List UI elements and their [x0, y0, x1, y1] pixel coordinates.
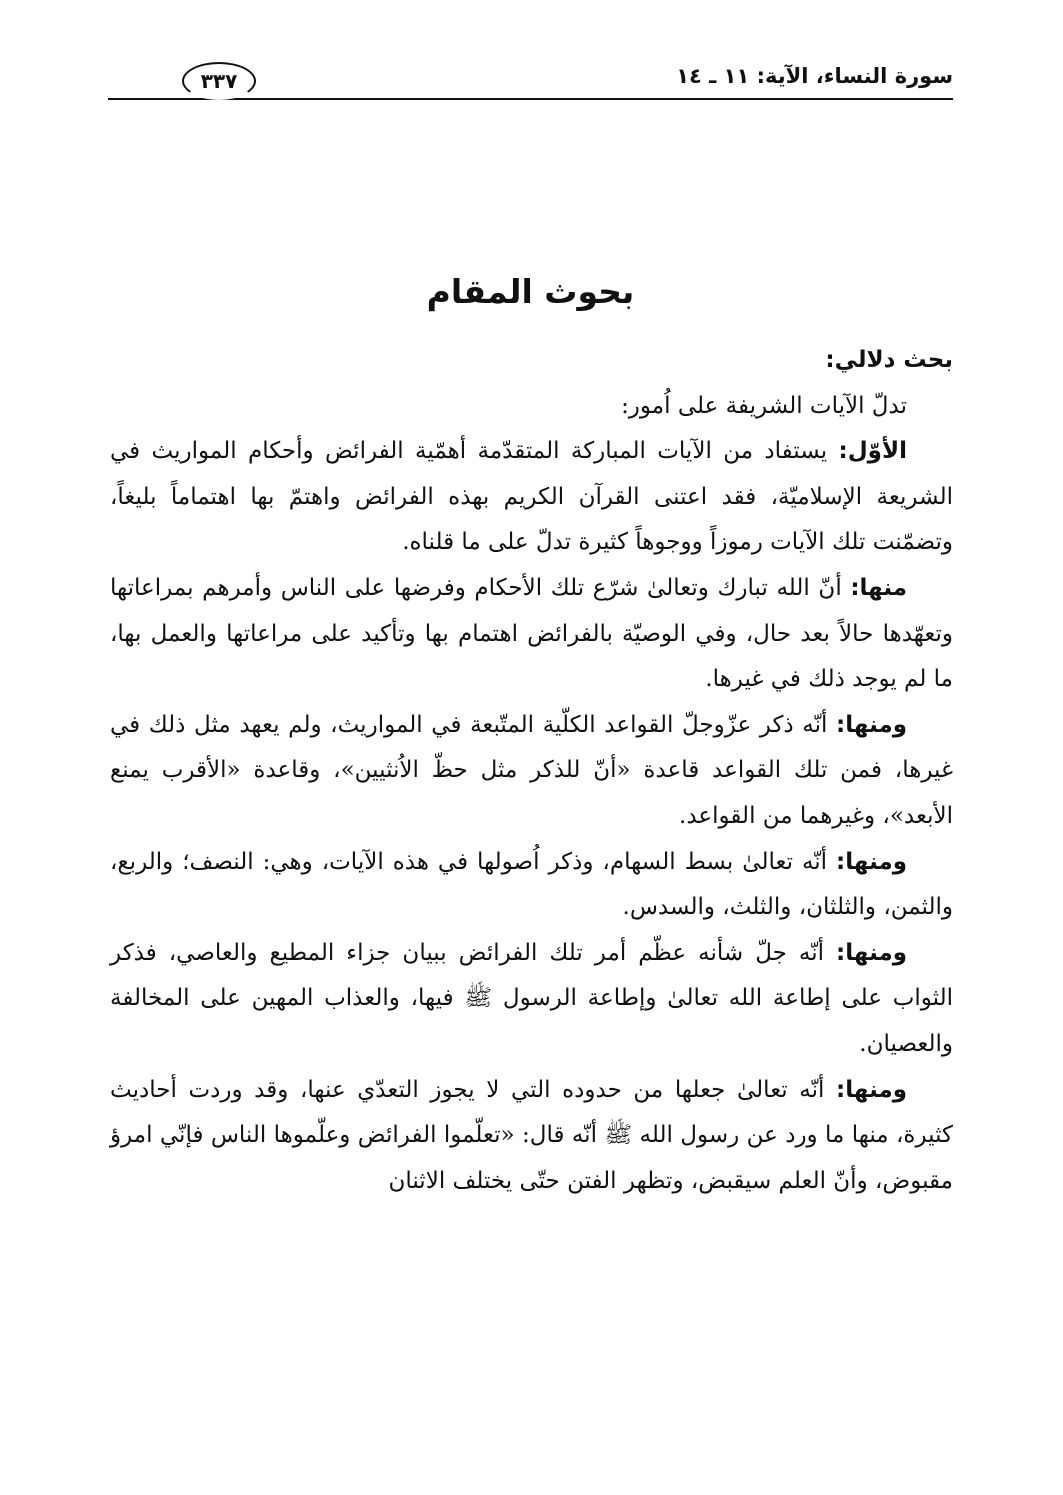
- paragraph-lead: ومنها:: [836, 848, 907, 875]
- paragraph-text: يستفاد من الآيات المباركة المتقدّمة أهمّية الفرائض وأحكام المواريث في الشريعة الإسلاميّة، فقد اعتنى القرآن الكريم بهذه الفرائض واهتمّ بها اهتماماً بليغاً، وتضمّنت تلك الآيات رموزاً ووجوهاً كثيرة تدلّ على ما قلناه.: [110, 438, 953, 556]
- paragraph: [110, 840, 953, 931]
- paragraph: [110, 1068, 953, 1205]
- paragraph: [110, 566, 953, 703]
- header-rule: [108, 98, 953, 100]
- paragraph-lead: منها:: [850, 574, 907, 601]
- paragraph: [110, 429, 953, 566]
- paragraph-lead: الأوّل:: [838, 438, 907, 465]
- intro-line: تدلّ الآيات الشريفة على اُمور:: [621, 392, 907, 419]
- paragraph-lead: ومنها:: [836, 1076, 907, 1103]
- paragraph-lead: ومنها:: [836, 711, 907, 738]
- paragraph-text: أنّه تعالىٰ جعلها من حدوده التي لا يجوز التعدّي عنها، وقد وردت أحاديث كثيرة، منها ما ورد عن رسول الله ﷺ أنّه قال: «تعلّموا الفرائض وعلّموها الناس فإنّي امرؤ مقبوض، وأنّ العلم سيقبض، وتظهر الفتن حتّى يختلف الاثنان: [110, 1076, 953, 1194]
- page-header: [108, 60, 953, 102]
- body-text: [110, 338, 953, 1204]
- paragraph-text: أنّ الله تبارك وتعالىٰ شرّع تلك الأحكام وفرضها على الناس وأمرهم بمراعاتها وتعهّدها حالاً بعد حال، وفي الوصيّة بالفرائض اهتمام بها وتأكيد على مراعاتها والعمل بها، ما لم يوجد ذلك في غيرها.: [110, 574, 953, 693]
- subheading: بحث دلالي:: [825, 347, 953, 373]
- page-number: ٣٣٧: [182, 62, 256, 100]
- paragraph-text: أنّه تعالىٰ بسط السهام، وذكر اُصولها في هذه الآيات، وهي: النصف؛ والربع، والثمن، والثلثان، والثلث، والسدس.: [110, 848, 953, 921]
- paragraph-text: أنّه ذكر عزّوجلّ القواعد الكلّية المتّبعة في المواريث، ولم يعهد مثل ذلك في غيرها، فمن تلك القواعد قاعدة «أنّ للذكر مثل حظّ الاُنثيين»، وقاعدة «الأقرب يمنع الأبعد»، وغيرهما من القواعد.: [110, 711, 953, 829]
- paragraph: [110, 703, 953, 840]
- running-head: سورة النساء، الآية: ١١ ـ ١٤: [676, 64, 953, 88]
- paragraph: [110, 931, 953, 1068]
- paragraph-lead: ومنها:: [836, 939, 907, 966]
- paragraph-text: أنّه جلّ شأنه عظّم أمر تلك الفرائض ببيان جزاء المطيع والعاصي، فذكر الثواب على إطاعة الله تعالىٰ وإطاعة الرسول ﷺ فيها، والعذاب المهين على المخالفة والعصيان.: [110, 939, 953, 1057]
- section-title: بحوث المقام: [426, 272, 635, 311]
